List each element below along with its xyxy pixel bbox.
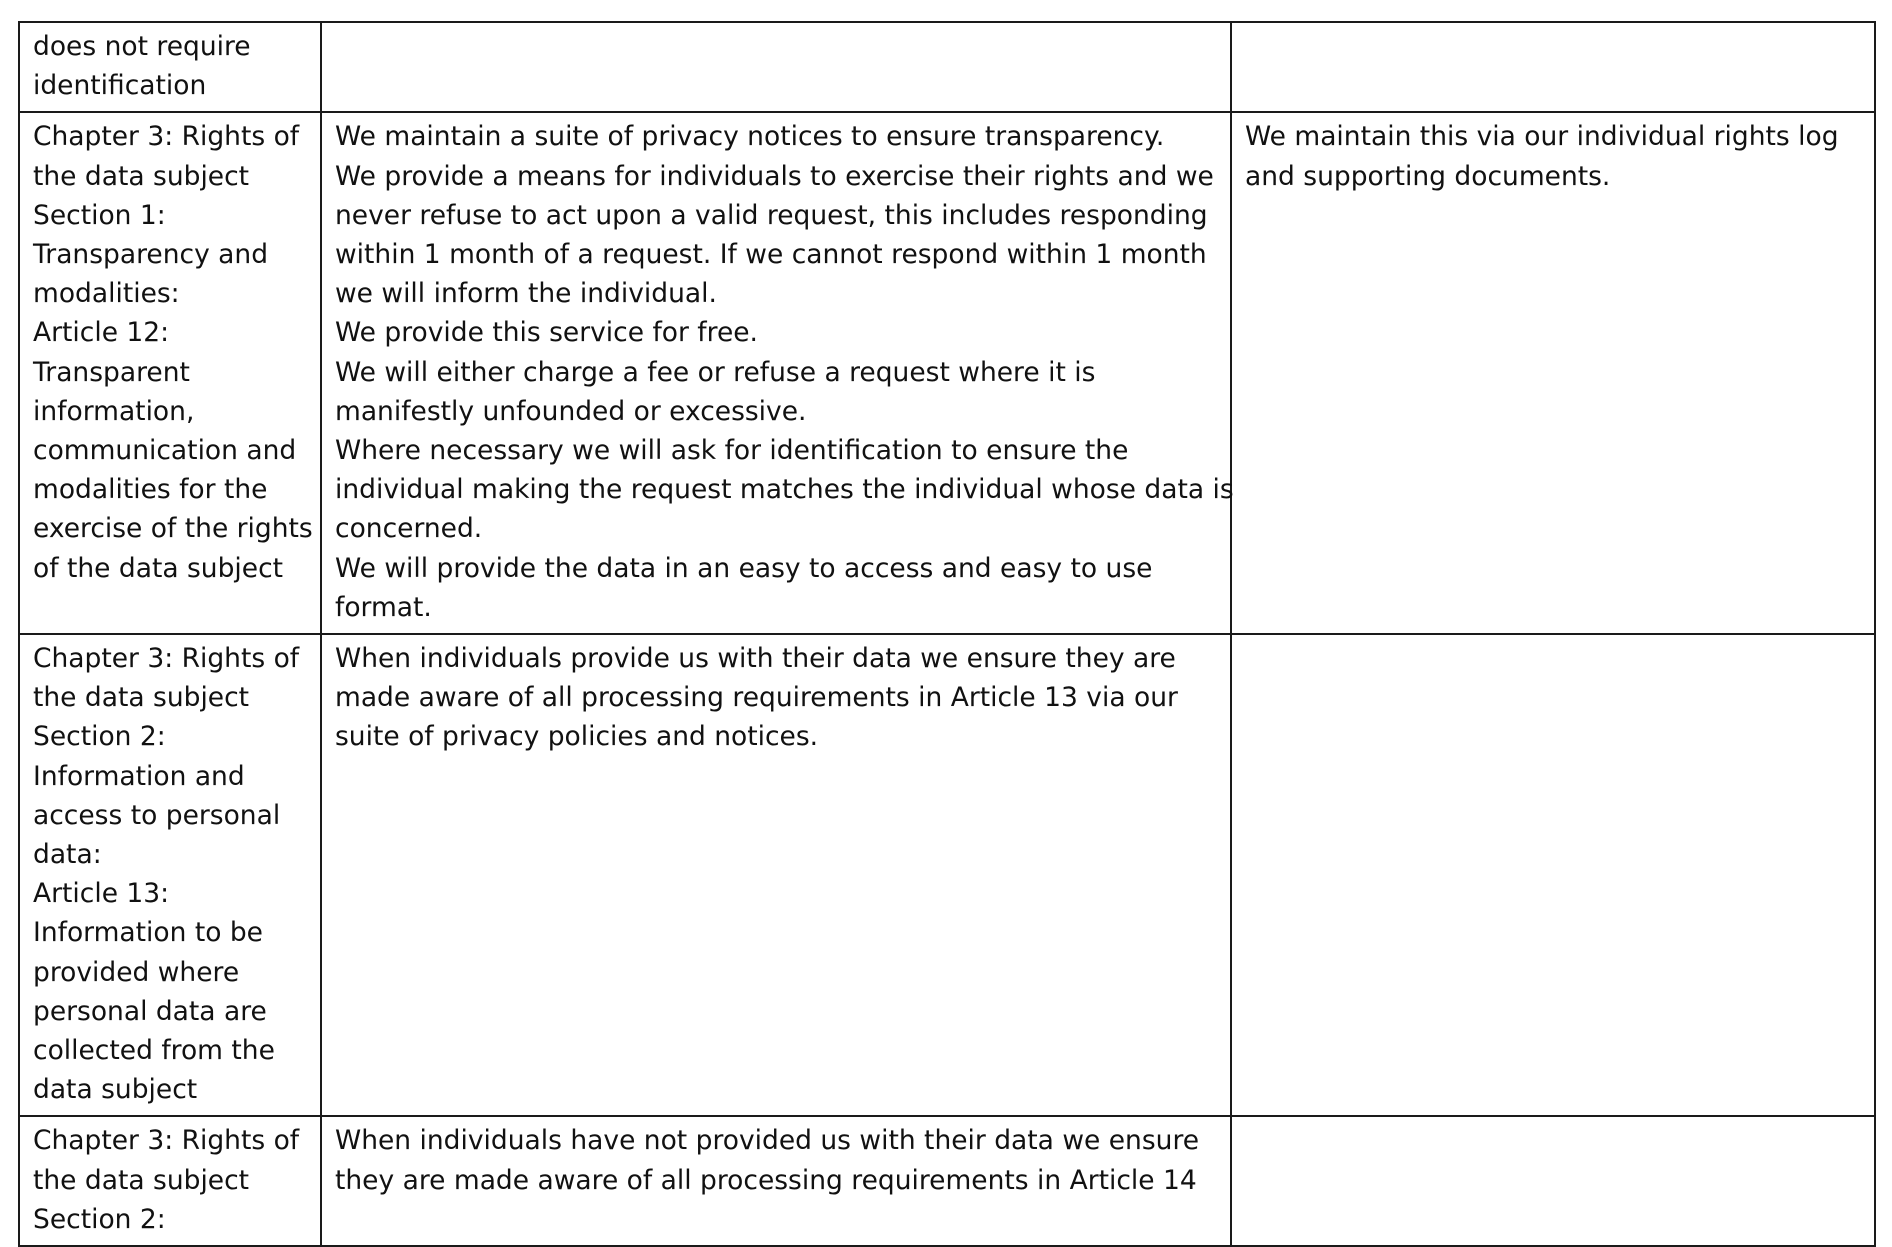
cell-line: We maintain a suite of privacy notices to ensure transparency. [335,121,1165,153]
cell-line: We will either charge a fee or refuse a request where it is [335,356,1096,388]
cell-line: and supporting documents. [1245,160,1611,192]
cell-line: the data subject [33,1164,250,1196]
measures-cell [321,634,1231,1116]
cell-line: made aware of all processing requirements in Article 13 via our [335,682,1178,714]
cell-line: information, [33,395,195,427]
table-row [19,22,1875,112]
cell-line: we will inform the individual. [335,278,717,310]
requirement-cell [19,634,321,1116]
cell-line: within 1 month of a request. If we cannot respond within 1 month [335,239,1207,271]
cell-line: the data subject [33,160,250,192]
cell-line: exercise of the rights [33,513,313,545]
cell-line: When individuals have not provided us with their data we ensure [335,1125,1200,1157]
cell-line: Section 1: [33,199,166,231]
cell-line: does not require [33,31,251,62]
evidence-cell [1231,112,1875,634]
cell-line: individual making the request matches the individual whose data is [335,474,1234,506]
cell-line: We provide a means for individuals to exercise their rights and we [335,160,1214,192]
requirement-cell [19,112,321,634]
cell-line: Transparent [33,356,190,388]
cell-line: Section 2: [33,1203,166,1235]
cell-line: identification [33,70,207,102]
cell-line: manifestly unfounded or excessive. [335,395,807,427]
measures-cell [321,22,1231,112]
table-row [19,634,1875,1116]
table-row [19,112,1875,634]
cell-line: never refuse to act upon a valid request, this includes responding [335,199,1208,231]
cell-line: data: [33,839,102,871]
cell-line: Where necessary we will ask for identification to ensure the [335,435,1129,467]
measures-cell [321,1116,1231,1246]
evidence-cell [1231,1116,1875,1246]
cell-line: Article 12: [33,317,170,349]
cell-line: When individuals provide us with their data we ensure they are [335,643,1176,675]
cell-line: Transparency and [33,239,269,271]
cell-line: collected from the [33,1035,275,1067]
cell-line: Information to be [33,917,263,949]
requirement-cell [19,1116,321,1246]
cell-line: Section 2: [33,721,166,753]
cell-line: they are made aware of all processing requirements in Article 14 [335,1164,1197,1196]
cell-line: modalities: [33,278,180,310]
table-row [19,1116,1875,1246]
measures-cell [321,112,1234,634]
cell-line: concerned. [335,513,483,545]
cell-line: Chapter 3: Rights of [33,1125,300,1157]
evidence-cell [1231,22,1875,112]
cell-line: modalities for the [33,474,268,506]
cell-line: communication and [33,435,297,467]
cell-line: personal data are [33,995,267,1027]
cell-line: Information and [33,760,245,792]
cell-line: We will provide the data in an easy to access and easy to use [335,552,1153,584]
requirement-cell [19,22,321,112]
cell-line: Article 13: [33,878,170,910]
cell-line: suite of privacy policies and notices. [335,721,819,753]
cell-line: Chapter 3: Rights of [33,121,300,153]
cell-line: data subject [33,1074,198,1106]
cell-line: the data subject [33,682,250,714]
cell-line: of the data subject [33,552,284,584]
cell-line: format. [335,591,432,623]
cell-line: Chapter 3: Rights of [33,643,300,675]
evidence-cell [1231,634,1875,1116]
cell-line: We maintain this via our individual rights log [1245,121,1839,153]
compliance-table [18,21,1876,1247]
cell-line: We provide this service for free. [335,317,758,349]
cell-line: provided where [33,956,240,988]
cell-line: access to personal [33,799,281,831]
